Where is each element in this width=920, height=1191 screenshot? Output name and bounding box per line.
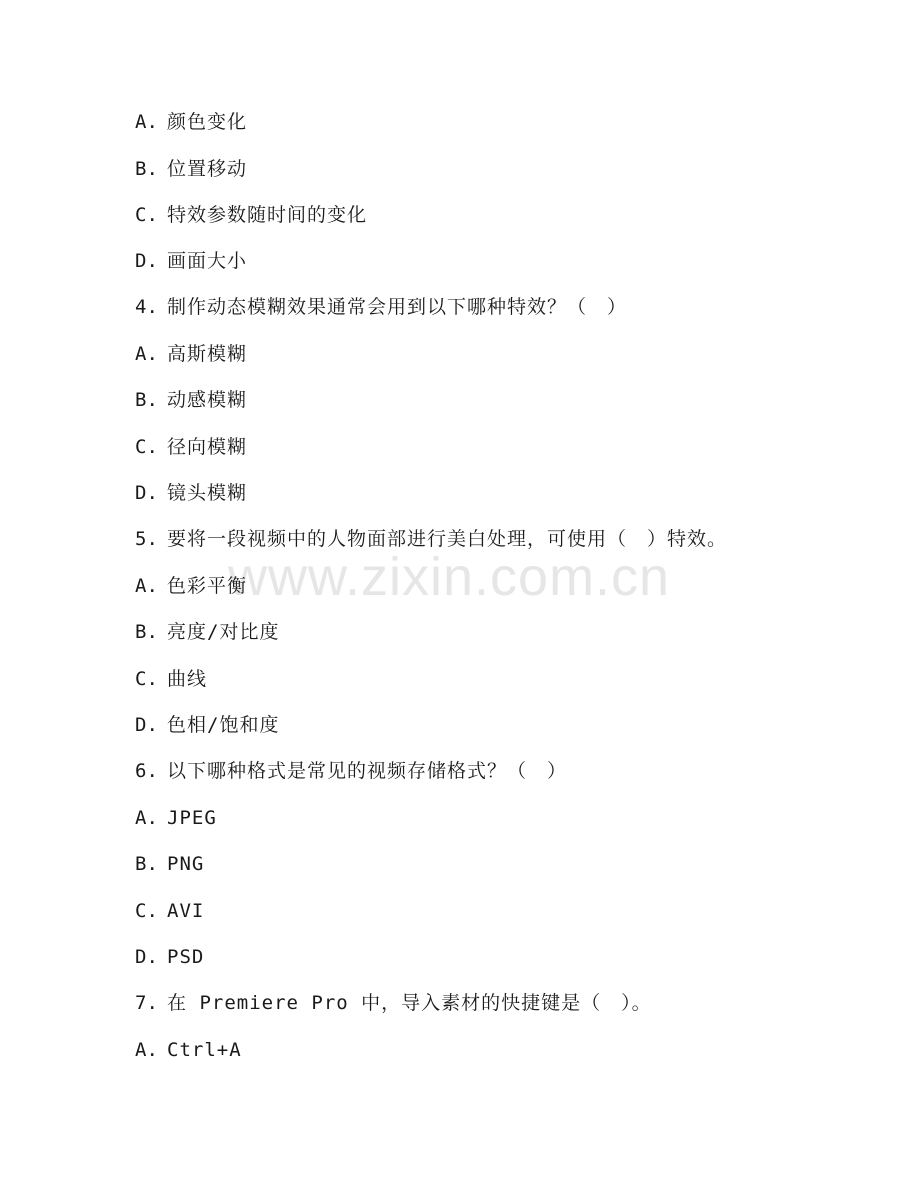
option-text: PNG: [167, 853, 205, 875]
option-line: [135, 478, 247, 508]
option-marker: D.: [135, 250, 158, 272]
option-marker: C.: [135, 204, 158, 226]
option-line: [135, 896, 204, 926]
option-marker: B.: [135, 158, 158, 180]
option-text: Ctrl+A: [167, 1039, 242, 1061]
option-line: [135, 664, 207, 694]
question-text: 要将一段视频中的人物面部进行美白处理，可使用（ ）特效。: [167, 528, 728, 550]
option-line: [135, 1035, 242, 1065]
option-line: [135, 942, 204, 972]
option-line: [135, 571, 247, 601]
option-line: [135, 849, 204, 879]
option-marker: B.: [135, 853, 158, 875]
watermark: www.zixin.com.cn: [228, 547, 671, 607]
option-line: [135, 246, 247, 276]
option-text: 动感模糊: [167, 389, 248, 411]
option-text: 径向模糊: [167, 436, 248, 458]
question-text: 制作动态模糊效果通常会用到以下哪种特效？（ ）: [167, 296, 628, 318]
option-marker: B.: [135, 621, 158, 643]
question-text: 以下哪种格式是常见的视频存储格式？（ ）: [167, 760, 568, 782]
option-text: 画面大小: [167, 250, 248, 272]
option-line: [135, 710, 279, 740]
question-line: [135, 524, 727, 554]
option-marker: B.: [135, 389, 158, 411]
option-line: [135, 803, 217, 833]
question-line: [135, 292, 627, 322]
option-marker: A.: [135, 1039, 158, 1061]
option-marker: A.: [135, 343, 158, 365]
option-text: 颜色变化: [167, 111, 248, 133]
option-text: 特效参数随时间的变化: [167, 204, 368, 226]
option-text: 高斯模糊: [167, 343, 248, 365]
option-marker: A.: [135, 575, 158, 597]
question-number: 5.: [135, 528, 158, 550]
option-marker: C.: [135, 668, 158, 690]
option-text: 色彩平衡: [167, 575, 248, 597]
option-text: PSD: [167, 946, 205, 968]
question-line: [135, 988, 652, 1018]
option-line: [135, 617, 279, 647]
option-text: JPEG: [167, 807, 217, 829]
option-line: [135, 385, 247, 415]
question-number: 7.: [135, 992, 158, 1014]
option-marker: C.: [135, 900, 158, 922]
option-text: 位置移动: [167, 158, 248, 180]
option-text: 亮度/对比度: [167, 621, 280, 643]
option-line: [135, 339, 247, 369]
question-text: 在 Premiere Pro 中，导入素材的快捷键是（ ）。: [167, 992, 652, 1014]
option-marker: D.: [135, 946, 158, 968]
question-line: [135, 756, 567, 786]
option-text: 色相/饱和度: [167, 714, 280, 736]
option-text: 镜头模糊: [167, 482, 248, 504]
option-marker: A.: [135, 111, 158, 133]
option-text: 曲线: [167, 668, 208, 690]
option-marker: D.: [135, 482, 158, 504]
option-line: [135, 154, 247, 184]
option-marker: A.: [135, 807, 158, 829]
option-line: [135, 432, 247, 462]
option-marker: D.: [135, 714, 158, 736]
option-line: [135, 200, 367, 230]
option-marker: C.: [135, 436, 158, 458]
option-line: [135, 107, 247, 137]
question-number: 4.: [135, 296, 158, 318]
option-text: AVI: [167, 900, 205, 922]
question-number: 6.: [135, 760, 158, 782]
